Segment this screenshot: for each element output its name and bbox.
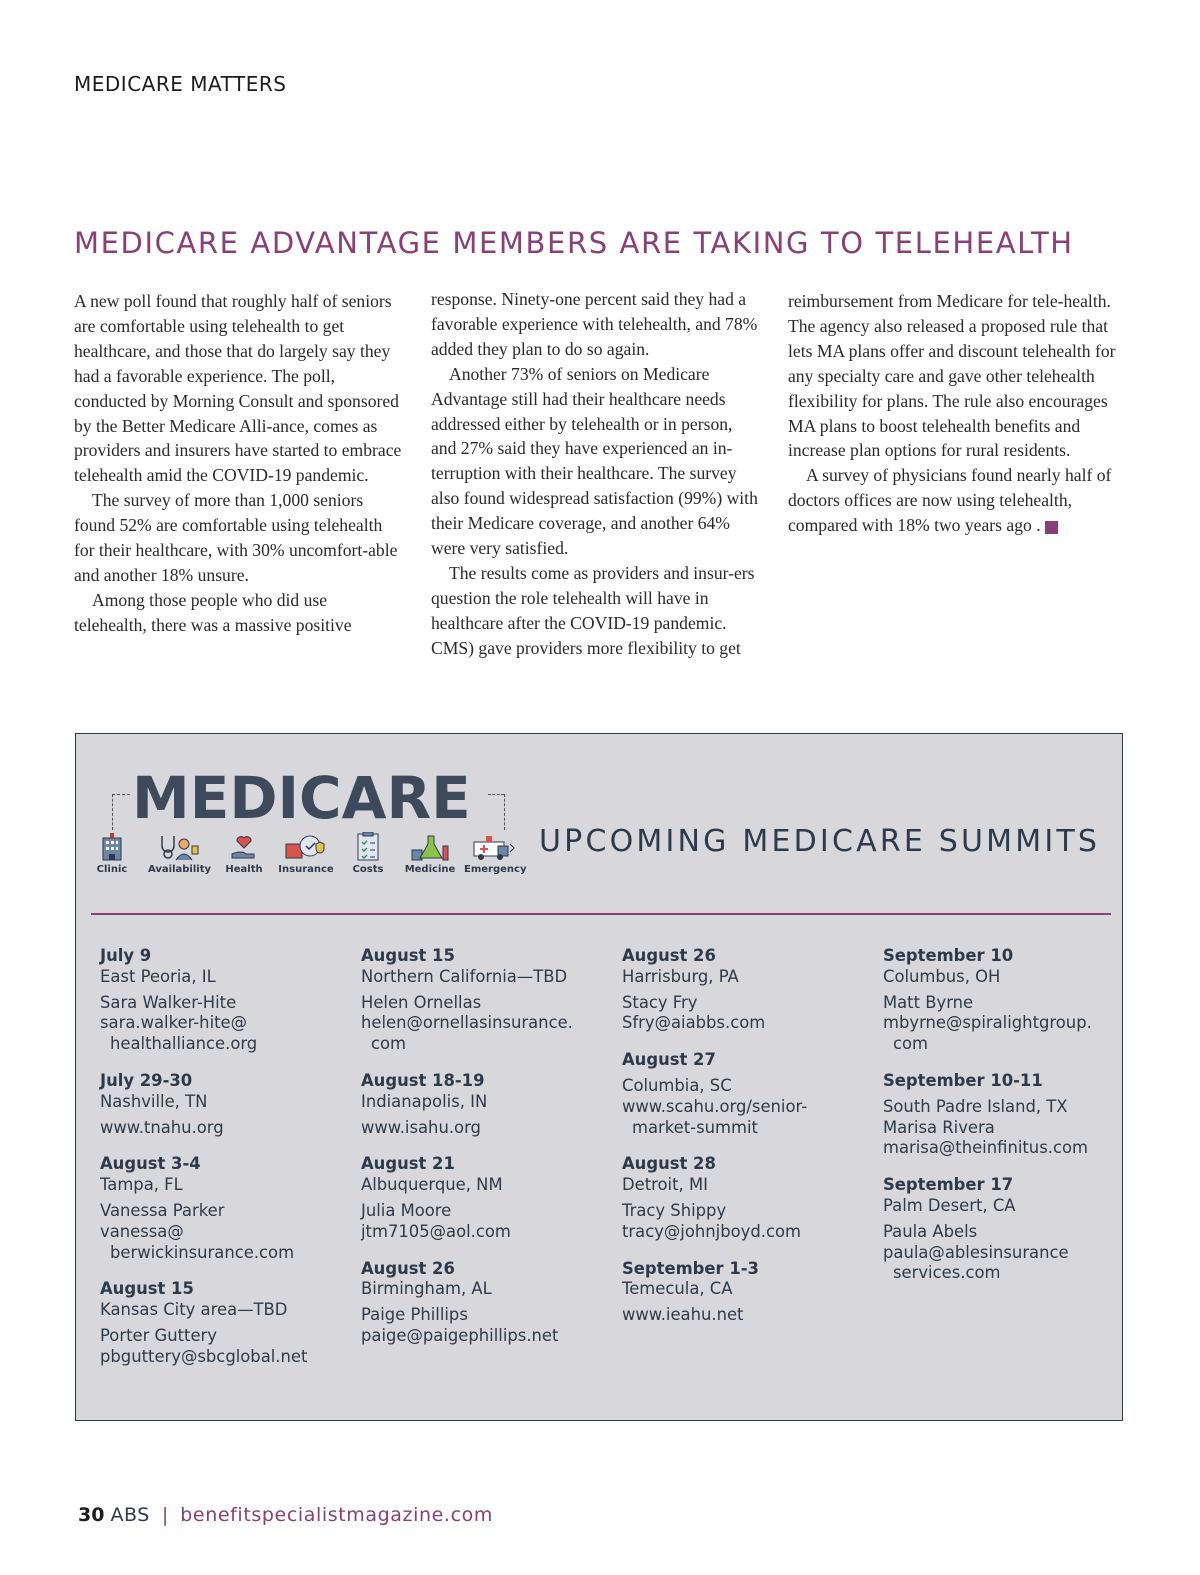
- article-column-2: [431, 287, 761, 661]
- summit-event: [622, 946, 872, 1034]
- contact-line: Paige Phillips: [361, 1305, 468, 1325]
- event-date: September 10: [883, 946, 1014, 965]
- contact-line: Julia Moore: [361, 1200, 452, 1220]
- contact-line: com: [893, 1034, 929, 1054]
- contact-line: Porter Guttery: [100, 1325, 217, 1345]
- summit-event: [361, 946, 611, 1055]
- summit-event: [883, 946, 1133, 1055]
- event-contact: [622, 1201, 872, 1243]
- event-date: August 18-19: [361, 1070, 485, 1090]
- contact-link[interactable]: jtm7105@aol.com: [361, 1221, 511, 1241]
- availability-icon: [148, 832, 211, 875]
- event-date: August 3-4: [100, 1154, 201, 1174]
- event-contact: [361, 1201, 611, 1243]
- contact-line: South Padre Island, TX: [883, 1096, 1068, 1116]
- contact-link[interactable]: sara.walker-hite@: [100, 1013, 248, 1033]
- contact-link[interactable]: helen@ornellasinsurance.: [361, 1013, 573, 1033]
- contact-link[interactable]: paula@ablesinsurance: [883, 1242, 1069, 1262]
- paragraph-text: A survey of physicians found nearly half of doctors offices are now using telehealth, compared with 18% two years ago .: [788, 465, 1112, 536]
- summit-event: [883, 1175, 1133, 1284]
- contact-link[interactable]: pbguttery@sbcglobal.net: [100, 1346, 308, 1366]
- section-label: MEDICARE MATTERS: [74, 72, 287, 96]
- divider: [91, 913, 1111, 915]
- event-date: August 28: [622, 1154, 716, 1174]
- summits-title: UPCOMING MEDICARE SUMMITS: [539, 824, 1101, 859]
- costs-icon: [338, 832, 398, 875]
- contact-line: Tracy Shippy: [622, 1200, 727, 1220]
- contact-link[interactable]: mbyrne@spiralightgroup.: [883, 1013, 1092, 1033]
- page-number: 30: [78, 1504, 105, 1526]
- event-date: August 26: [622, 946, 716, 965]
- event-contact: [100, 1201, 350, 1263]
- contact-line: Paula Abels: [883, 1221, 978, 1241]
- event-location: Palm Desert, CA: [883, 1195, 1016, 1215]
- event-date: August 26: [361, 1258, 455, 1278]
- article-headline: MEDICARE ADVANTAGE MEMBERS ARE TAKING TO TELEHEALTH: [74, 226, 1074, 260]
- event-contact: [622, 1305, 872, 1326]
- event-location: Detroit, MI: [622, 1175, 708, 1195]
- event-location: Birmingham, AL: [361, 1279, 492, 1299]
- page-footer: [78, 1504, 493, 1526]
- event-date: August 15: [361, 946, 455, 965]
- contact-link[interactable]: paige@paigephillips.net: [361, 1325, 559, 1345]
- paragraph: The results come as providers and insur-ers question the role telehealth will have in healthcare after the COVID-19 pandemic. CMS) gave providers more flexibility to get: [431, 562, 755, 658]
- event-location: Indianapolis, IN: [361, 1091, 488, 1111]
- event-date: September 10-11: [883, 1070, 1043, 1090]
- contact-link[interactable]: tracy@johnjboyd.com: [622, 1221, 801, 1241]
- upcoming-summits-box: [75, 733, 1123, 1421]
- event-contact: [100, 993, 350, 1055]
- summit-event: [100, 946, 350, 1055]
- contact-link[interactable]: www.ieahu.net: [622, 1305, 744, 1325]
- medicare-logo: [96, 764, 526, 889]
- contact-line: Vanessa Parker: [100, 1200, 225, 1220]
- event-location: Columbus, OH: [883, 966, 1001, 986]
- event-location: Albuquerque, NM: [361, 1175, 503, 1195]
- event-location: Nashville, TN: [100, 1091, 208, 1111]
- contact-link[interactable]: www.isahu.org: [361, 1117, 481, 1137]
- contact-line: Matt Byrne: [883, 992, 974, 1012]
- events-column-3: [622, 946, 872, 1342]
- summit-event: [622, 1154, 872, 1242]
- event-date: August 21: [361, 1154, 455, 1174]
- end-mark-icon: ABS: [1045, 521, 1058, 534]
- paragraph: response. Ninety-one percent said they had a favorable experience with telehealth, and 78% added they plan to do so again.: [431, 289, 758, 359]
- event-location: Kansas City area—TBD: [100, 1300, 288, 1320]
- logo-icon-label: Medicine: [404, 864, 456, 875]
- contact-line: Stacy Fry: [622, 992, 698, 1012]
- emergency-icon: [464, 832, 527, 875]
- contact-line: com: [371, 1034, 407, 1054]
- contact-link[interactable]: Sfry@aiabbs.com: [622, 1013, 766, 1033]
- summit-event: [361, 1071, 611, 1138]
- logo-icon-label: Availability: [148, 864, 211, 875]
- contact-link[interactable]: berwickinsurance.com: [110, 1242, 295, 1262]
- summit-event: [361, 1259, 611, 1347]
- summit-event: [100, 1071, 350, 1138]
- health-icon: [214, 832, 274, 875]
- event-contact: [883, 1222, 1133, 1284]
- logo-icon-label: Costs: [352, 864, 384, 875]
- contact-link[interactable]: services.com: [893, 1263, 1001, 1283]
- summit-event: [622, 1259, 872, 1326]
- event-contact: [100, 1326, 350, 1368]
- paragraph: Another 73% of seniors on Medicare Advantage still had their healthcare needs addressed either by telehealth or in person, and 27% said they have experienced an in-terruption with their healthcare. The survey also found widespread satisfaction (99%) with their Medicare coverage, and another 64% were very satisfied.: [431, 363, 758, 559]
- contact-link[interactable]: healthalliance.org: [110, 1034, 258, 1054]
- logo-icon-label: Health: [225, 864, 263, 875]
- event-location: Tampa, FL: [100, 1175, 183, 1195]
- contact-line: market-summit: [632, 1117, 758, 1137]
- event-contact: [100, 1118, 350, 1139]
- summit-event: [622, 1050, 872, 1138]
- events-column-1: [100, 946, 350, 1384]
- footer-separator: |: [161, 1504, 169, 1526]
- event-date: July 9: [100, 946, 152, 965]
- contact-line: Helen Ornellas: [361, 992, 482, 1012]
- clinic-icon: [82, 832, 142, 875]
- event-contact: [883, 1097, 1133, 1159]
- logo-icon-label: Clinic: [96, 864, 128, 875]
- logo-icon-label: Emergency: [464, 864, 527, 875]
- contact-link[interactable]: www.tnahu.org: [100, 1117, 224, 1137]
- logo-icons: [96, 832, 526, 882]
- contact-link[interactable]: www.scahu.org/senior-: [622, 1096, 808, 1116]
- medicine-icon: [400, 832, 460, 875]
- event-location: East Peoria, IL: [100, 966, 216, 986]
- article-body: [74, 289, 1124, 669]
- paragraph: reimbursement from Medicare for tele-health. The agency also released a proposed rule that lets MA plans offer and discount telehealth for any specialty care and gave other telehealth flexibility for plans. The rule also encourages MA plans to boost telehealth benefits and increase plan options for rural residents.: [788, 291, 1116, 461]
- summit-event: [100, 1279, 350, 1367]
- paragraph: Among those people who did use telehealth, there was a massive positive: [74, 589, 352, 635]
- article-column-1: [74, 289, 404, 638]
- event-location: Northern California—TBD: [361, 966, 568, 986]
- paragraph: The survey of more than 1,000 seniors found 52% are comfortable using telehealth for their healthcare, with 30% uncomfort-able and another 18% unsure.: [74, 490, 398, 585]
- logo-icon-label: Insurance: [278, 864, 334, 875]
- event-contact: [361, 1118, 611, 1139]
- contact-line: Columbia, SC: [622, 1075, 732, 1095]
- event-date: August 27: [622, 1050, 716, 1070]
- event-date: July 29-30: [100, 1070, 193, 1090]
- contact-line: Sara Walker-Hite: [100, 992, 237, 1012]
- event-contact: [361, 1305, 611, 1347]
- event-location: Temecula, CA: [622, 1279, 733, 1299]
- publication-name: ABS: [110, 1504, 150, 1526]
- website-link[interactable]: benefitspecialistmagazine.com: [180, 1504, 493, 1526]
- event-date: August 15: [100, 1279, 194, 1299]
- events-column-2: [361, 946, 611, 1363]
- paragraph: A new poll found that roughly half of seniors are comfortable using telehealth to get healthcare, and those that do largely say they had a favorable experience. The poll, conducted by Morning Consult and sponsored by the Better Medicare Alli-ance, comes as providers and insurers have started to embrace telehealth amid the COVID-19 pandemic.: [74, 291, 402, 486]
- contact-line: Marisa Rivera: [883, 1117, 995, 1137]
- contact-link[interactable]: vanessa@: [100, 1221, 184, 1241]
- summit-event: [100, 1154, 350, 1263]
- event-contact: [361, 993, 611, 1055]
- insurance-icon: [276, 832, 336, 875]
- events-column-4: [883, 946, 1133, 1300]
- event-location: Harrisburg, PA: [622, 966, 739, 986]
- event-contact: [622, 993, 872, 1035]
- logo-word: MEDICARE: [132, 764, 471, 832]
- summit-event: [361, 1154, 611, 1242]
- event-date: September 1-3: [622, 1258, 759, 1278]
- summit-event: [883, 1071, 1133, 1159]
- event-date: September 17: [883, 1175, 1014, 1195]
- article-column-3: [788, 289, 1128, 538]
- contact-link[interactable]: marisa@theinfinitus.com: [883, 1138, 1088, 1158]
- paragraph: [788, 463, 1128, 538]
- event-contact: [622, 1076, 872, 1138]
- event-contact: [883, 993, 1133, 1055]
